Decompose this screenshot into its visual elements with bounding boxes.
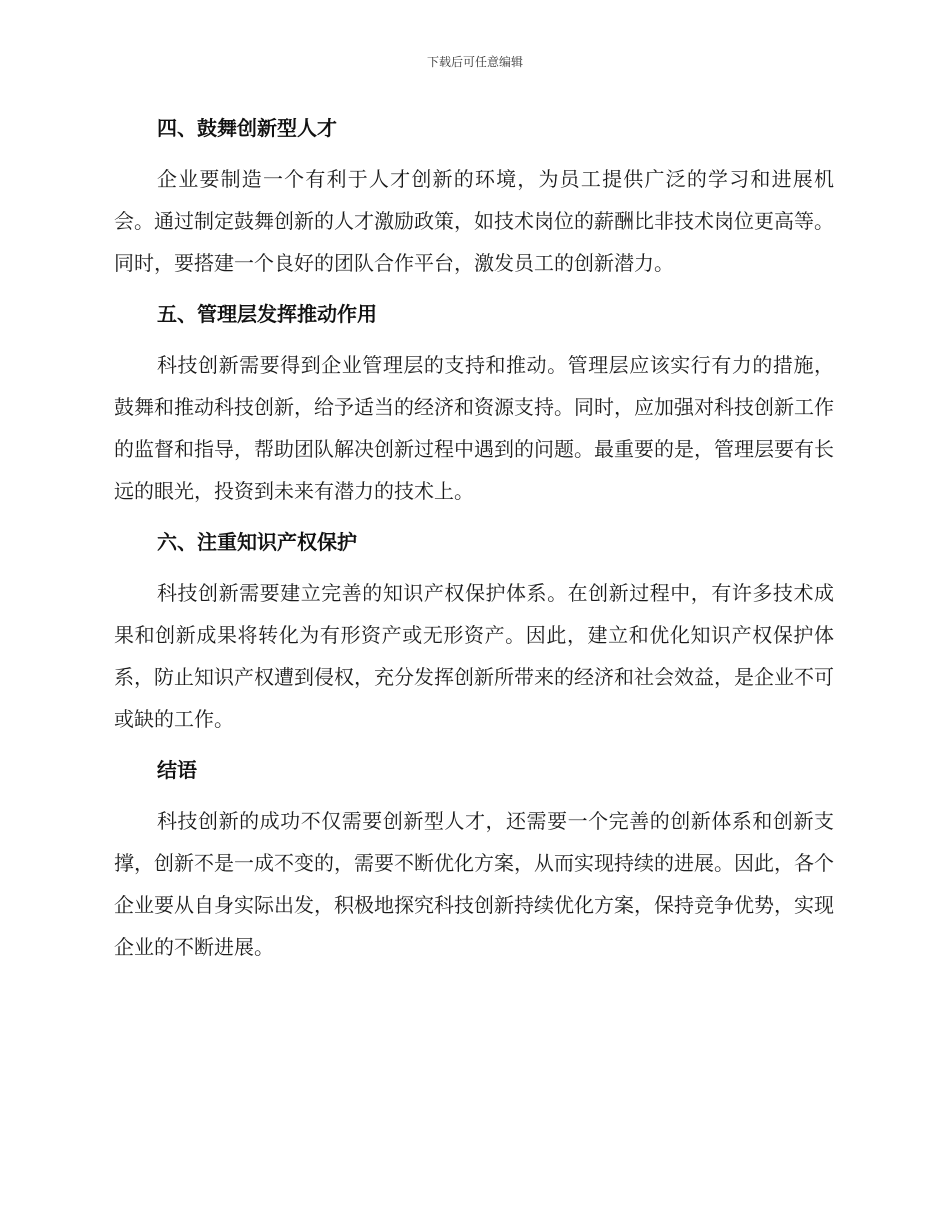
section-heading: 结语 (157, 758, 197, 782)
section-paragraph: 科技创新需要建立完善的知识产权保护体系。在创新过程中，有许多技术成果和创新成果将转化为有形资产或无形资产。因此，建立和优化知识产权保护体系，防止知识产权遭到侵权，充分发挥创新所带来的经济和社会效益，是企业不可或缺的工作。 (114, 581, 834, 731)
section-ip-protection (114, 522, 834, 740)
section-heading: 五、管理层发挥推动作用 (157, 302, 377, 326)
section-heading: 六、注重知识产权保护 (157, 530, 357, 554)
section-paragraph: 科技创新需要得到企业管理层的支持和推动。管理层应该实行有力的措施，鼓舞和推动科技创新，给予适当的经济和资源支持。同时，应加强对科技创新工作的监督和指导，帮助团队解决创新过程中遇到的问题。最重要的是，管理层要有长远的眼光，投资到未来有潜力的技术上。 (114, 353, 834, 503)
section-paragraph: 科技创新的成功不仅需要创新型人才，还需要一个完善的创新体系和创新支撑，创新不是一成不变的，需要不断优化方案，从而实现持续的进展。因此，各个企业要从自身实际出发，积极地探究科技创新持续优化方案，保持竞争优势，实现企业的不断进展。 (114, 809, 834, 959)
section-heading: 四、鼓舞创新型人才 (157, 116, 337, 140)
document-body (114, 108, 834, 968)
section-conclusion (114, 750, 834, 968)
section-paragraph: 企业要制造一个有利于人才创新的环境，为员工提供广泛的学习和进展机会。通过制定鼓舞创新的人才激励政策，如技术岗位的薪酬比非技术岗位更高等。同时，要搭建一个良好的团队合作平台，激发员工的创新潜力。 (114, 167, 834, 275)
running-header: 下载后可任意编辑 (426, 55, 523, 69)
section-encourage-talent (114, 108, 834, 284)
section-management-role (114, 294, 834, 512)
